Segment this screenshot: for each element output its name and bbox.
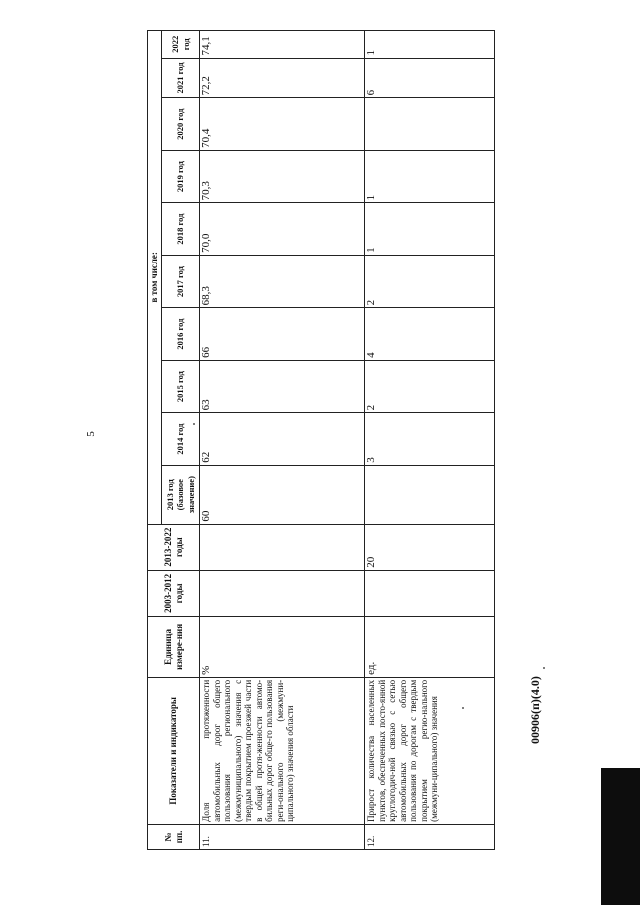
header-year: 2021 год [162, 58, 200, 98]
header-year: 2016 год [162, 308, 200, 360]
row-value: 70,3 [200, 150, 365, 202]
row-value: 2 [365, 360, 495, 412]
document-code: 00906(п)(4.0) [528, 676, 542, 744]
scan-speck [193, 423, 195, 425]
indicators-table-rotated [147, 30, 495, 850]
scan-speck [462, 707, 464, 709]
row-value: 72,2 [200, 58, 365, 98]
row-value: 60 [200, 465, 365, 524]
row-value: 68,3 [200, 255, 365, 307]
row-2013-2022 [200, 524, 365, 570]
row-value: 62 [200, 413, 365, 465]
row-value: 66 [200, 308, 365, 360]
header-year: 2022 год [162, 31, 200, 59]
row-value [365, 98, 495, 150]
scan-edge-bar [601, 768, 640, 905]
row-value: 1 [365, 31, 495, 59]
row-value: 4 [365, 308, 495, 360]
row-value: 63 [200, 360, 365, 412]
header-2003-2012: 2003-2012 годы [148, 570, 200, 616]
row-value: 1 [365, 203, 495, 255]
row-value: 6 [365, 58, 495, 98]
header-year: 2013 год (базовое значение) [162, 465, 200, 524]
header-year: 2017 год [162, 255, 200, 307]
row-num: 11. [200, 824, 365, 849]
row-value: 2 [365, 255, 495, 307]
row-2013-2022: 20 [365, 524, 495, 570]
header-year: 2019 год [162, 150, 200, 202]
header-year: 2014 год [162, 413, 200, 465]
header-year: 2020 год [162, 98, 200, 150]
header-2013-2022: 2013-2022 годы [148, 524, 200, 570]
table-row [200, 31, 365, 850]
row-value: 70,4 [200, 98, 365, 150]
row-indicator: Прирост количества населенных пунктов, обеспеченных посто-янной круглогодич-ной связью с сетью автомобильных дорог общего пользования по дорогам с твердым покрытием регио-нального (межмуни-ципального) значения [365, 677, 495, 824]
indicators-table [147, 30, 495, 850]
row-value: 74,1 [200, 31, 365, 59]
header-indicators: Показатели и индикаторы [148, 677, 200, 824]
row-value [365, 465, 495, 524]
table-row [365, 31, 495, 850]
row-unit: % [200, 616, 365, 677]
header-year: 2015 год [162, 360, 200, 412]
header-year: 2018 год [162, 203, 200, 255]
row-unit: ед. [365, 616, 495, 677]
row-value: 70,0 [200, 203, 365, 255]
row-value: 3 [365, 413, 495, 465]
page-number: 5 [85, 431, 97, 437]
header-unit: Единица измере-ния [148, 616, 200, 677]
row-indicator: Доля протяженности автомобильных дорог общего пользования регионального (межмуниципального) значения с твердым покрытием проезжей части в общей протя-женности автомо-бильных дорог обще-го пользования реги-онального (межмуни-ципального) значения области [200, 677, 365, 824]
header-including: в том числе: [148, 31, 162, 525]
row-num: 12. [365, 824, 495, 849]
scan-speck [543, 667, 545, 669]
row-2003-2012 [200, 570, 365, 616]
row-2003-2012 [365, 570, 495, 616]
row-value: 1 [365, 150, 495, 202]
header-num: № пп. [148, 824, 200, 849]
